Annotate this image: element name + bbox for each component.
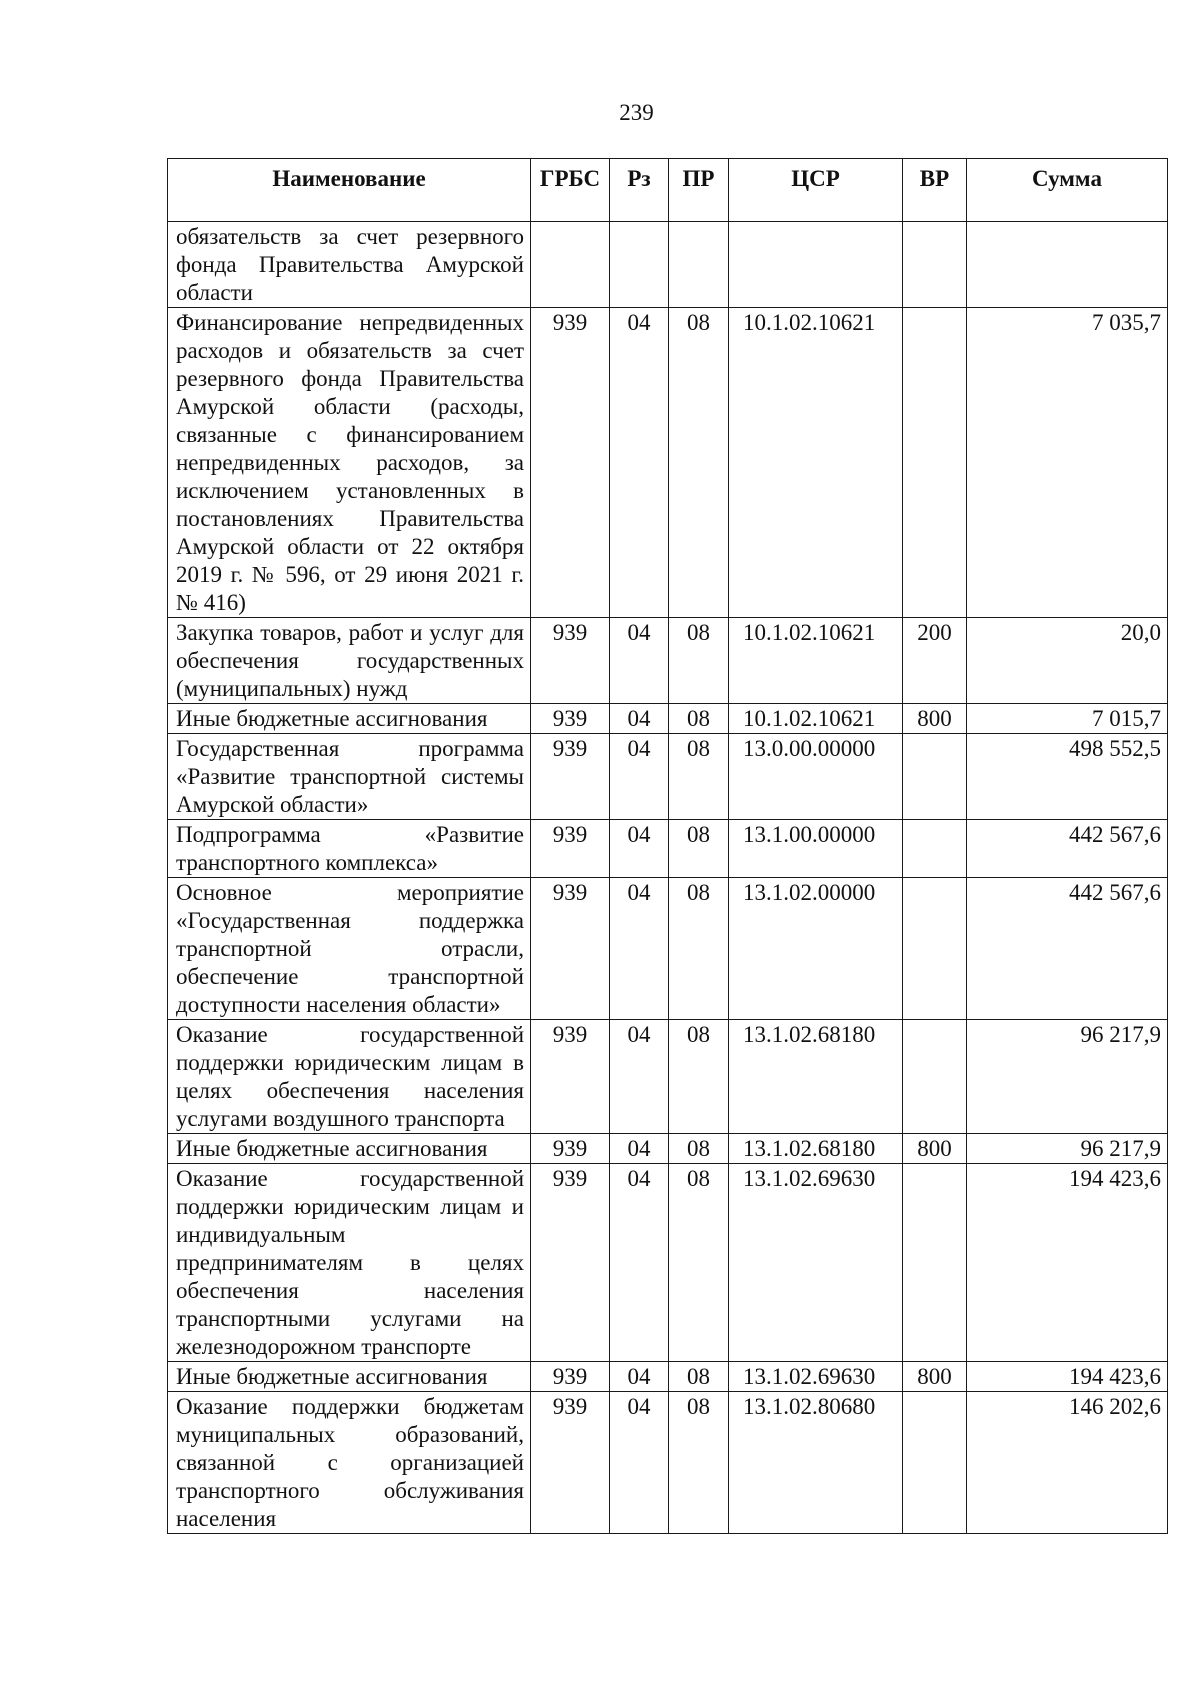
row-csr: 13.1.00.00000 [729, 820, 903, 878]
row-pr: 08 [669, 1020, 729, 1134]
row-vr: 800 [903, 1134, 967, 1164]
row-grbs: 939 [531, 820, 610, 878]
table-header-row [168, 159, 1168, 222]
row-pr: 08 [669, 308, 729, 618]
row-rz: 04 [610, 1134, 669, 1164]
row-vr [903, 1164, 967, 1362]
table-row [168, 1134, 1168, 1164]
row-vr [903, 1020, 967, 1134]
table-row [168, 308, 1168, 618]
table-row [168, 1020, 1168, 1134]
row-vr [903, 878, 967, 1020]
row-sum [967, 222, 1168, 308]
budget-table [167, 158, 1168, 1534]
row-pr: 08 [669, 734, 729, 820]
row-grbs: 939 [531, 704, 610, 734]
row-grbs [531, 222, 610, 308]
row-name: Иные бюджетные ассигнования [168, 1134, 531, 1164]
column-header-sum: Сумма [967, 159, 1168, 222]
column-header-rz: Рз [610, 159, 669, 222]
row-csr: 13.1.02.68180 [729, 1020, 903, 1134]
row-pr: 08 [669, 878, 729, 1020]
row-vr: 200 [903, 618, 967, 704]
row-sum: 7 035,7 [967, 308, 1168, 618]
row-pr: 08 [669, 1362, 729, 1392]
row-csr: 13.0.00.00000 [729, 734, 903, 820]
row-csr [729, 222, 903, 308]
row-vr [903, 308, 967, 618]
row-grbs: 939 [531, 1392, 610, 1534]
row-grbs: 939 [531, 618, 610, 704]
column-header-csr: ЦСР [729, 159, 903, 222]
table-row [168, 1362, 1168, 1392]
row-vr [903, 734, 967, 820]
row-name: Иные бюджетные ассигнования [168, 1362, 531, 1392]
page-number: 239 [619, 100, 654, 125]
row-sum: 20,0 [967, 618, 1168, 704]
row-sum: 194 423,6 [967, 1362, 1168, 1392]
row-name: Государственная программа «Развитие транспортной системы Амурской области» [168, 734, 531, 820]
row-vr: 800 [903, 704, 967, 734]
row-sum: 442 567,6 [967, 820, 1168, 878]
column-header-pr: ПР [669, 159, 729, 222]
row-name: Подпрограмма «Развитие транспортного комплекса» [168, 820, 531, 878]
row-name: Оказание государственной поддержки юридическим лицам в целях обеспечения населения услугами воздушного транспорта [168, 1020, 531, 1134]
row-vr [903, 1392, 967, 1534]
row-name: Закупка товаров, работ и услуг для обеспечения государственных (муниципальных) нужд [168, 618, 531, 704]
row-rz: 04 [610, 1020, 669, 1134]
row-csr: 10.1.02.10621 [729, 704, 903, 734]
row-sum: 7 015,7 [967, 704, 1168, 734]
row-grbs: 939 [531, 308, 610, 618]
row-grbs: 939 [531, 1134, 610, 1164]
row-rz: 04 [610, 704, 669, 734]
table-row [168, 704, 1168, 734]
row-name: Основное мероприятие «Государственная поддержка транспортной отрасли, обеспечение транспортной доступности населения области» [168, 878, 531, 1020]
table-row [168, 1392, 1168, 1534]
row-csr: 13.1.02.69630 [729, 1362, 903, 1392]
row-pr: 08 [669, 1164, 729, 1362]
row-rz: 04 [610, 1362, 669, 1392]
row-sum: 96 217,9 [967, 1020, 1168, 1134]
row-vr [903, 820, 967, 878]
row-vr [903, 222, 967, 308]
row-csr: 13.1.02.69630 [729, 1164, 903, 1362]
row-vr: 800 [903, 1362, 967, 1392]
row-pr: 08 [669, 704, 729, 734]
row-pr [669, 222, 729, 308]
row-csr: 13.1.02.00000 [729, 878, 903, 1020]
row-rz [610, 222, 669, 308]
row-name: Оказание государственной поддержки юридическим лицам и индивидуальным предпринимателям в целях обеспечения населения транспортными услугами на железнодорожном транспорте [168, 1164, 531, 1362]
row-grbs: 939 [531, 734, 610, 820]
row-csr: 13.1.02.68180 [729, 1134, 903, 1164]
column-header-vr: ВР [903, 159, 967, 222]
table-row [168, 878, 1168, 1020]
row-rz: 04 [610, 1392, 669, 1534]
row-rz: 04 [610, 308, 669, 618]
row-rz: 04 [610, 820, 669, 878]
row-name: Финансирование непредвиденных расходов и обязательств за счет резервного фонда Правительства Амурской области (расходы, связанные с финансированием непредвиденных расходов, за исключением установленных в постановлениях Правительства Амурской области от 22 октября 2019 г. № 596, от 29 июня 2021 г. № 416) [168, 308, 531, 618]
row-pr: 08 [669, 1134, 729, 1164]
row-grbs: 939 [531, 1164, 610, 1362]
row-sum: 194 423,6 [967, 1164, 1168, 1362]
column-header-grbs: ГРБС [531, 159, 610, 222]
row-pr: 08 [669, 820, 729, 878]
row-grbs: 939 [531, 878, 610, 1020]
row-csr: 10.1.02.10621 [729, 618, 903, 704]
table-row [168, 222, 1168, 308]
row-rz: 04 [610, 618, 669, 704]
row-rz: 04 [610, 878, 669, 1020]
row-sum: 442 567,6 [967, 878, 1168, 1020]
row-sum: 146 202,6 [967, 1392, 1168, 1534]
row-name: Оказание поддержки бюджетам муниципальных образований, связанной с организацией транспортного обслуживания населения [168, 1392, 531, 1534]
row-grbs: 939 [531, 1020, 610, 1134]
row-name: обязательств за счет резервного фонда Правительства Амурской области [168, 222, 531, 308]
row-pr: 08 [669, 1392, 729, 1534]
row-rz: 04 [610, 734, 669, 820]
table-row [168, 820, 1168, 878]
row-name: Иные бюджетные ассигнования [168, 704, 531, 734]
table-row [168, 734, 1168, 820]
row-sum: 96 217,9 [967, 1134, 1168, 1164]
row-grbs: 939 [531, 1362, 610, 1392]
row-sum: 498 552,5 [967, 734, 1168, 820]
row-pr: 08 [669, 618, 729, 704]
table-row [168, 618, 1168, 704]
table-row [168, 1164, 1168, 1362]
row-rz: 04 [610, 1164, 669, 1362]
row-csr: 13.1.02.80680 [729, 1392, 903, 1534]
column-header-name: Наименование [168, 159, 531, 222]
row-csr: 10.1.02.10621 [729, 308, 903, 618]
